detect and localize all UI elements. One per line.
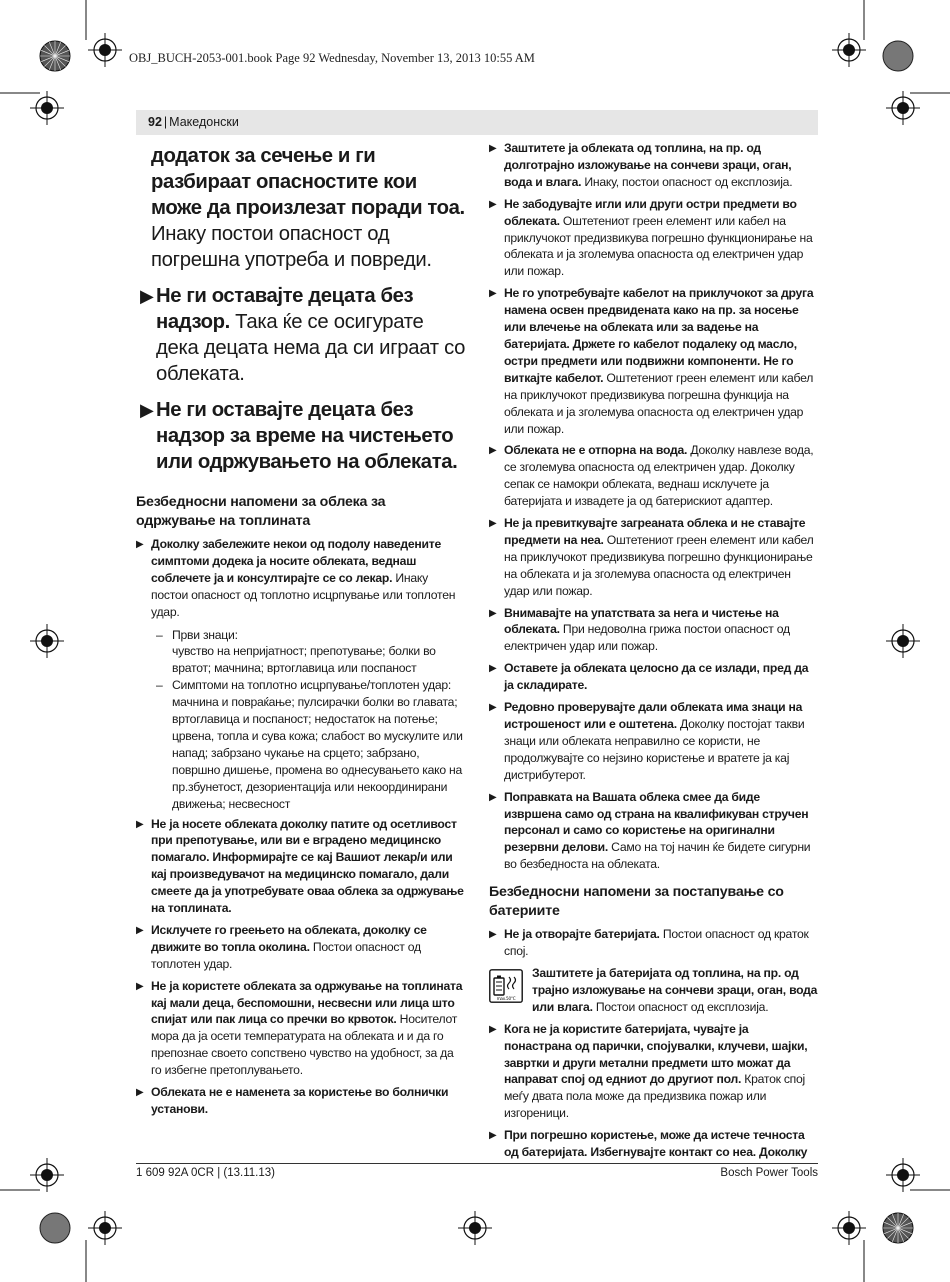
item-text: Оштетениот греен елемент или кабел на приклучокот предизвикува погрешно функционирање на облеката и ја зголемува опасноста од електричен удар или пожар. <box>504 532 814 598</box>
big-warning-1 <box>136 283 466 387</box>
item-bold: Не ја користете облеката за одржување на топлината кај мали деца, беспомошни, несвесни или лица што спијат или пак лица со пречки во крвоток. <box>151 978 463 1027</box>
item-bold: Не ја носете облеката доколку патите од осетливост при препотување, или ви е вградено медицинско помагало. Информирајте се кај Вашиот лекар/и или кај произведувачот на медицинско помагало, дали смеете да ја употребувате оваа облека за одржување на топлината. <box>151 816 464 916</box>
dash-bullet: – <box>156 678 163 693</box>
symptom-first-signs <box>136 627 466 678</box>
item-bold: Доколку забележите некои од подолу наведените симптоми додека ја носите облеката, веднаш соблечете ја и консултирајте се со лекар. <box>151 537 441 585</box>
item-bold: Не го употребувајте кабелот на приклучокот за друга намена освен предвидената како на пр. за носење или влечење на облеката или за вадење на батеријата. Држете го кабелот подалеку од масло, остри предмети или подвижни компоненти. Не го виткајте кабелот. <box>504 286 814 385</box>
battery-heat-icon <box>489 969 523 1003</box>
item-text: Носителот мора да ја осети температурата на облеката и и да го препознае своето сопствено чувство на удобност, за да го избегне претоплувањето. <box>151 1012 458 1078</box>
list-item <box>136 922 466 973</box>
arrow-icon: ▶ <box>489 791 497 803</box>
list-item <box>489 926 819 960</box>
left-column <box>136 140 466 1123</box>
item-text: Доколку навлезе вода, се зголемува опасноста од електричен удар. Доколку сепак се намокри облеката, веднаш исклучете ја батеријата и извадете ја од батерискиот адаптер. <box>504 443 814 509</box>
arrow-icon: ▶ <box>136 980 144 992</box>
header-language: Македонски <box>169 115 239 129</box>
arrow-icon: ▶ <box>489 143 497 154</box>
item-text: Постои опасност од топлотен удар. <box>151 939 421 971</box>
item-bold: Облеката не е наменета за користење во болнички установи. <box>151 1085 449 1116</box>
item-bold: Заштитете ја батеријата од топлина, на пр. од трајно изложување на сончеви зраци, оган, вода или влага. <box>532 965 818 1014</box>
list-item <box>136 536 466 621</box>
list-item <box>489 605 819 656</box>
item-bold: Кога не ја користите батеријата, чувајте ја понастрана од парички, спојувалки, клучеви, шајки, завртки и други метални предмети што можат да направат спој од едниот до другиот пол. <box>504 1021 808 1087</box>
header-separator: | <box>163 115 168 129</box>
big-warning-2-bold: Не ги оставајте децата без надзор за време на чистењето или одржувањето на облеката. <box>156 399 458 473</box>
item-bold: Редовно проверувајте дали облеката има знаци на истрошеност или е оштетена. <box>504 700 803 731</box>
intro-paragraph <box>136 143 466 273</box>
list-item <box>136 978 466 1079</box>
symptom-heatstroke <box>136 677 466 812</box>
arrow-icon: ▶ <box>489 1023 497 1035</box>
list-item <box>136 1084 466 1118</box>
item-bold: Облеката не е отпорна на вода. <box>504 443 688 458</box>
arrow-icon: ▶ <box>489 702 497 714</box>
item-text: Постои опасност од експлозија. <box>592 999 769 1014</box>
item-bold: Внимавајте на упатствата за нега и чистење на облеката. <box>504 605 779 637</box>
list-item <box>489 660 819 694</box>
list-item <box>489 196 819 281</box>
arrow-icon: ▶ <box>489 607 497 619</box>
arrow-icon: ▶ <box>140 286 154 306</box>
page-number: 92 <box>148 115 162 129</box>
item-bold: Поправката на Вашата облека смее да биде извршена само од страна на квалификуван стручен персонал и само со користење на оригинални резервни делови. <box>504 789 809 855</box>
intro-bold: додаток за сечење и ги разбираат опасностите кои може да произлезат поради тоа. <box>151 145 465 219</box>
symptom-text: Симптоми на топлотно исцрпување/топлотен удар: мачнина и повраќање; пулсирачки болки во главата; вртоглавица и поспаност; недостаток на потење; црвена, топла и сува кожа; слабост во мускулите или напад; забрзано чукање на срцето; забрзано, површно дишење, промена во однесувањето како на пр.збунетост, дезориентација или некоординирани движења; несвесност <box>172 678 463 811</box>
list-item <box>489 140 819 191</box>
list-item <box>489 515 819 600</box>
item-text: Постои опасност од краток спој. <box>504 927 809 959</box>
list-item <box>489 285 819 437</box>
item-bold: Исклучете го греењето на облеката, доколку се движите во топла околина. <box>151 922 427 954</box>
item-text: Доколку постојат такви знаци или облеката неправилно се користи, не продолжувајте со нејзино користење и вратете ја кај дистрибутерот. <box>504 717 805 782</box>
item-bold: Оставете ја облеката целосно да се излади, пред да ја складирате. <box>504 661 809 693</box>
big-warning-2 <box>136 397 466 475</box>
item-text: Оштетениот греен елемент или кабел на приклучокот предизвикува погрешно функционирање на облеката и ја зголемува опасноста од електричен удар или пожар. <box>504 213 813 279</box>
big-warning-1-rest: Така ќе се осигурате дека децата нема да си играат со облеката. <box>156 311 466 385</box>
section-heading-clothing: Безбедносни напомени за облека за одржување на топлината <box>136 494 386 529</box>
item-text: При недоволна грижа постои опасност од електричен удар или пожар. <box>504 622 790 654</box>
footer-brand: Bosch Power Tools <box>720 1167 818 1179</box>
list-item <box>489 699 819 784</box>
arrow-icon: ▶ <box>489 1130 497 1142</box>
right-column <box>489 140 819 1166</box>
arrow-icon: ▶ <box>136 1087 144 1099</box>
item-text: Краток спој меѓу двата пола може да предизвика пожар или изгореници. <box>504 1072 806 1121</box>
intro-rest: Инаку постои опасност од погрешна употреба и повреди. <box>151 223 432 271</box>
footer-divider <box>136 1163 818 1164</box>
arrow-icon: ▶ <box>489 663 497 675</box>
arrow-icon: ▶ <box>136 818 144 830</box>
arrow-icon: ▶ <box>489 288 497 300</box>
big-warning-1-bold: Не ги оставајте децата без надзор. <box>156 285 414 333</box>
item-bold: Не ја отворајте батеријата. <box>504 927 660 942</box>
page-header <box>136 110 818 135</box>
list-item <box>489 1127 819 1161</box>
arrow-icon: ▶ <box>489 445 497 457</box>
dash-bullet: – <box>156 627 163 642</box>
list-item <box>489 1021 819 1122</box>
list-item <box>136 816 466 917</box>
arrow-icon: ▶ <box>136 539 144 550</box>
arrow-icon: ▶ <box>140 400 154 420</box>
list-item <box>489 442 819 510</box>
footer-doc-number: 1 609 92A 0CR | (13.11.13) <box>136 1167 275 1179</box>
arrow-icon: ▶ <box>489 518 497 530</box>
icon-label: max.50°C <box>496 995 516 1001</box>
item-text: Инаку постои опасност од топлотно исцрпување или топлотен удар. <box>151 570 456 619</box>
item-bold: Заштитете ја облеката од топлина, на пр. од долготрајно изложување на сончеви зраци, оган, вода и влага. <box>504 141 792 189</box>
symptom-text: Први знаци: чувство на непријатност; препотување; болки во вратот; мачнина; вртоглавица или поспаност <box>172 627 436 676</box>
item-bold: Не ја превиткувајте загреаната облека и не ставајте предмети на неа. <box>504 516 806 547</box>
file-info: OBJ_BUCH-2053-001.book Page 92 Wednesday, November 13, 2013 10:55 AM <box>129 51 535 65</box>
item-text: Само на тој начин ќе бидете сигурни во безбедноста на облеката. <box>504 840 811 872</box>
arrow-icon: ▶ <box>136 924 144 936</box>
list-item <box>489 789 819 874</box>
item-bold: Не забодувајте игли или други остри предмети во облеката. <box>504 196 797 228</box>
symptom-list <box>136 627 466 813</box>
battery-heat-warning <box>489 965 819 1016</box>
item-bold: При погрешно користење, може да истече течноста од батеријата. Избегнувајте контакт со неа. Доколку <box>504 1128 808 1160</box>
arrow-icon: ▶ <box>489 198 497 210</box>
section-heading-battery: Безбедносни напомени за постапување со батериите <box>489 884 784 920</box>
item-text: Инаку, постои опасност од експлозија. <box>581 174 793 189</box>
item-text: Оштетениот греен елемент или кабел на приклучокот предизвикува погрешна функција на облеката и ја зголемува опасноста од електричен удар или пожар. <box>504 370 814 436</box>
arrow-icon: ▶ <box>489 929 497 941</box>
